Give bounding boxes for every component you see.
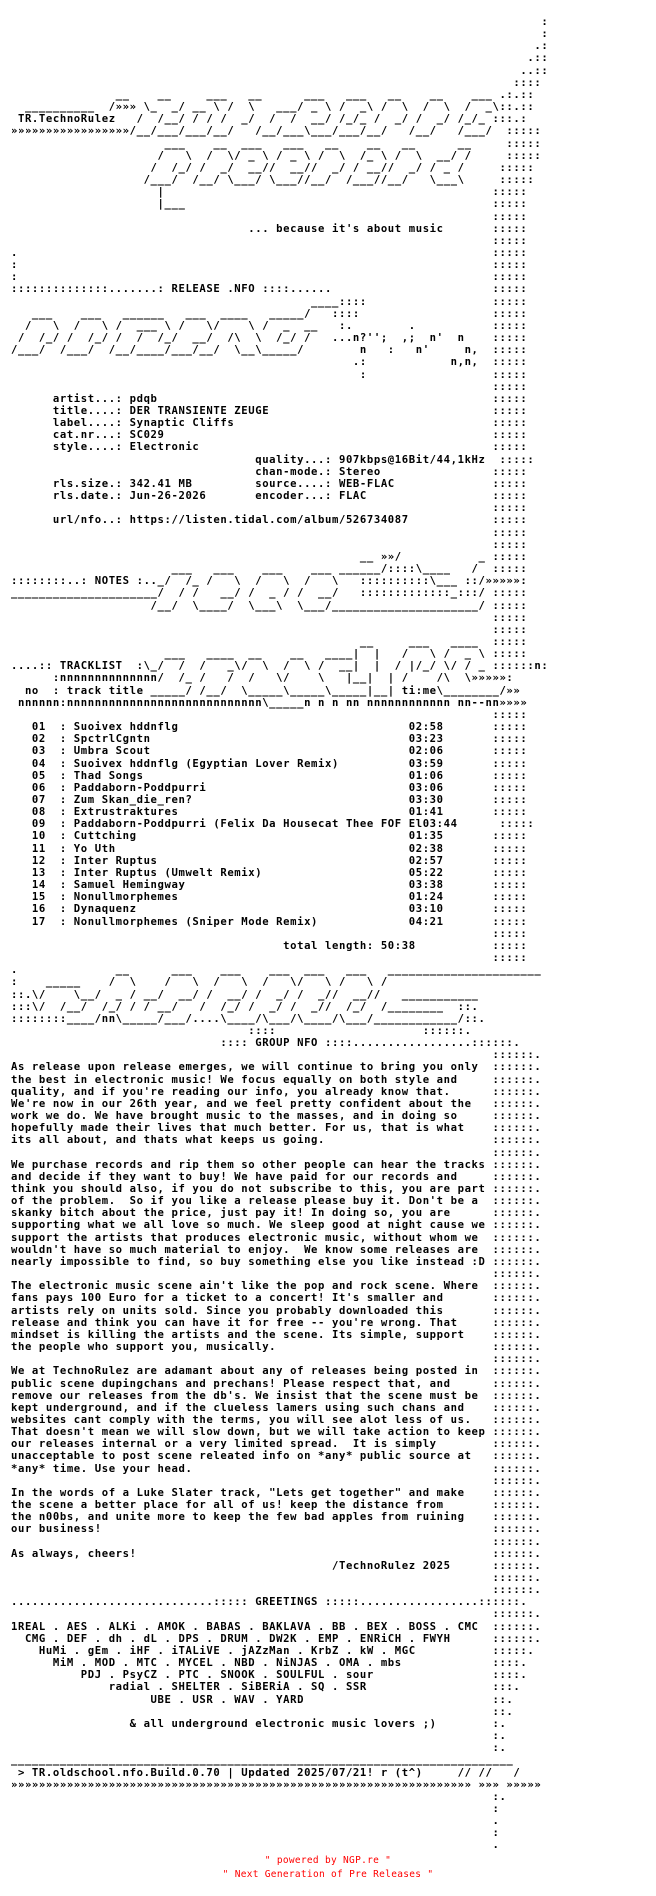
footer-powered-by: " powered by NGP.re " xyxy=(264,1855,392,1866)
footer-tagline: " Next Generation of Pre Releases " xyxy=(222,1869,434,1880)
nfo-ascii-body: : : .: .:: ..:: :::: __ __ ___ __ ___ ___ __ __ ___ .:.:: __________ /»»» \_ _/ __ \ / \ ___/ _ \ / _\ / \ / \ / _\::.:: TR.TechnoRulez / /__/ / / / _/ / / __/ /_/_ / _/ / _/ /_/_ :::.: »»»»»»»»»»»»»»»»»/__/___/___/__/ /__/___\___/___/__/ /__/ /___/ ::::: ___ __ ___ ___ __ __ __ __ ::::: / \ / \/ _ \ / _ \ / \ /_ \ / \ __/ / ::::: / /_/ / _/ __// __// _/ / __// _/ / _ / ::::: /___/ /__/ \___/ \___//__/ /___//__/ \___\ ::::: | ::::: |___ ::::: ::::: ... because it's about music ::::: ::::: . ::::: : ::::: : ::::: ::::::::::::::.......: RELEASE .NFO ::::...... ::::: ____:::: ::::: ___ ___ ______ ___ ____ _____/ :::: ::::: / \ / \ / ___ \ / \/ \ / _ __ :. . ::::: / /_/ / /_/ / / /_/ __/ /\ \ /_/ / ...n?''; ,; n' n ::::: /___/ /___/ /__/____/___/__/ \__\_____/ n : n' n, ::::: .: n,n, ::::: : ::::: ::::: artist...: pdqb ::::: title....: DER TRANSIENTE ZEUGE ::::: label....: Synaptic Cliffs ::::: cat.nr...: SC029 ::::: style....: Electronic ::::: quality...: 907kbps@16Bit/44,1kHz ::::: chan-mode.: Stereo ::::: rls.size.: 342.41 MB source....: WEB-FLAC ::::: rls.date.: Jun-26-2026 encoder...: FLAC ::::: ::::: url/nfo..: https://listen.tidal.com/album/526734087 ::::: ::::: ::::: __ »»/ _ ::::: ___ ___ ___ ___ ______/::::\____ / ::::: ::::::::..: NOTES :.._/ /_ / \ / \ / \ ::::::::::\___ ::/»»»»»: _____________________/ / / __/ / _ / / __/ :::::::::::::_:::/ ::::: /__/ \____/ \___\ \___/_____________________/ ::::: ::::: ::::: __ ___ ____ ::::: ___ ____ __ __ ____| | / \ / _ \ ::::: ....:: TRACKLIST :\_/ / / _\/ \ / \ / __| | / |/_/ \/ / _ ::::::n: :nnnnnnnnnnnnnn/ /_ / / / \/ \ |__| | / /\ \»»»»»: no : track title _____/ /__/ \_____\_____\_____|__| ti:me\________/»» nnnnnn:nnnnnnnnnnnnnnnnnnnnnnnnnnnn\_____n n n nn nnnnnnnnnnnn nn--nn»»»» ::::: 01 : Suoivex hddnflg 02:58 ::::: 02 : SpctrlCgntn 03:23 ::::: 03 : Umbra Scout 02:06 ::::: 04 : Suoivex hddnflg (Egyptian Lover Remix) 03:59 ::::: 05 : Thad Songs 01:06 ::::: 06 : Paddaborn-Poddpurri 03:06 ::::: 07 : Zum Skan_die_ren? 03:30 ::::: 08 : Extrustraktures 01:41 ::::: 09 : Paddaborn-Poddpurri (Felix Da Housecat Thee FOF El03:44 ::::: 10 : Cuttching 01:35 ::::: 11 : Yo Uth 02:38 ::::: 12 : Inter Ruptus 02:57 ::::: 13 : Inter Ruptus (Umwelt Remix) 05:22 ::::: 14 : Samuel Hemingway 03:38 ::::: 15 : Nonullmorphemes 01:24 ::::: 16 : Dynaquenz 03:10 ::::: 17 : Nonullmorphemes (Sniper Mode Remix) 04:21 ::::: ::::: total length: 50:38 ::::: ::::: . __ ___ ___ ___ ___ ___ ______________________ : _____ / \ / \ / \ / \/ \ / \ / ::.\/ \__/ _ / __/ __/ / __/ / _/ / _// __// ___________ :::\/ /__/ /_/ / / __/ / /_/ / _/ / _// /_/ /________ ::. ::::::::____/nn\_____/___/....\____/\___/\____/\___/____________/::. :::: ::::::. :::: GROUP NFO ::::.................::::::. ::::::. As release upon release emerges, we will continue to bring you only ::::::. the best in electronic music! We focus equally on both style and ::::::. quality, and if you're reading our info, you already know that. ::::::. We're now in our 26th year, and we feel pretty confident about the ::::::. work we do. We have brought music to the masses, and in doing so ::::::. hopefully made their lives that much better. For us, that is what ::::::. its all about, and thats what keeps us going. ::::::. ::::::. We purchase records and rip them so other people can hear the tracks ::::::. and decide if they want to buy! We have paid for our records and ::::::. think you should also, if you do not subscribe to this, you are part ::::::. of the problem. So if you like a release please buy it. Don't be a ::::::. skanky bitch about the price, just pay it! In doing so, you are ::::::. supporting what we all love so much. We sleep good at night cause we ::::::. support the artists that produces electronic music, without whom we ::::::. wouldn't have so much material to enjoy. We know some releases are ::::::. nearly impossible to find, so buy something else you like instead :D ::::::. ::::::. The electronic music scene ain't like the pop and rock scene. Where ::::::. fans pays 100 Euro for a ticket to a concert! It's smaller and ::::::. artists rely on units sold. Since you probably downloaded this ::::::. release and think you can have it for free -- you're wrong. That ::::::. mindset is killing the artists and the scene. Its simple, support ::::::. the people who support you, musically. ::::::. ::::::. We at TechnoRulez are adamant about any of releases being posted in ::::::. public scene dupingchans and prechans! Please respect that, and ::::::. remove our releases from the db's. We insist that the scene must be ::::::. kept underground, and if the clueless lamers using such chans and ::::::. websites cant comply with the terms, you will see alot less of us. ::::::. That doesn't mean we will slow down, but we will take action to keep ::::::. our releases internal or a very limited spread. It is simply ::::::. unacceptable to post scene releated info on *any* public source at ::::::. *any* time. Use your head. ::::::. ::::::. In the words of a Luke Slater track, "Lets get together" and make ::::::. the scene a better place for all of us! keep the distance from ::::::. the n00bs, and unite more to keep the few bad apples from ruining ::::::. our business! ::::::. ::::::. As always, cheers! ::::::. /TechnoRulez 2025 ::::::. ::::::. ::::::. .............................::::: GREETINGS :::::.................::::::. ::::::. 1REAL . AES . ALKi . AMOK . BABAS . BAKLAVA . BB . BEX . BOSS . CMC ::::::. CMG . DEF . dh . dL . DPS . DRUM . DW2K . EMP . ENRiCH . FWYH ::::::. HuMi . gEm . iHF . iTALiVE . jAZzMan . KrbZ . kW . MGC :::::. MiM . MOD . MTC . MYCEL . NBD . NiNJAS . OMA . mbs ::::. PDJ . PsyCZ . PTC . SNOOK . SOULFUL . sour ::::. radial . SHELTER . SiBERiA . SQ . SSR :::. UBE . USR . WAV . YARD ::. ::. & all underground electronic music lovers ;) :. :. :. ________________________________________________________________________ > TR.oldschool.nfo.Build.0.70 | Updated 2025/07/21! r (t^) // // / »»»»»»»»»»»»»»»»»»»»»»»»»»»»»»»»»»»»»»»»»»»»»»»»»»»»»»»»»»»»»»»»»» »»» »»»»» :. : . : . xyxy=(11,16,549,1852)
